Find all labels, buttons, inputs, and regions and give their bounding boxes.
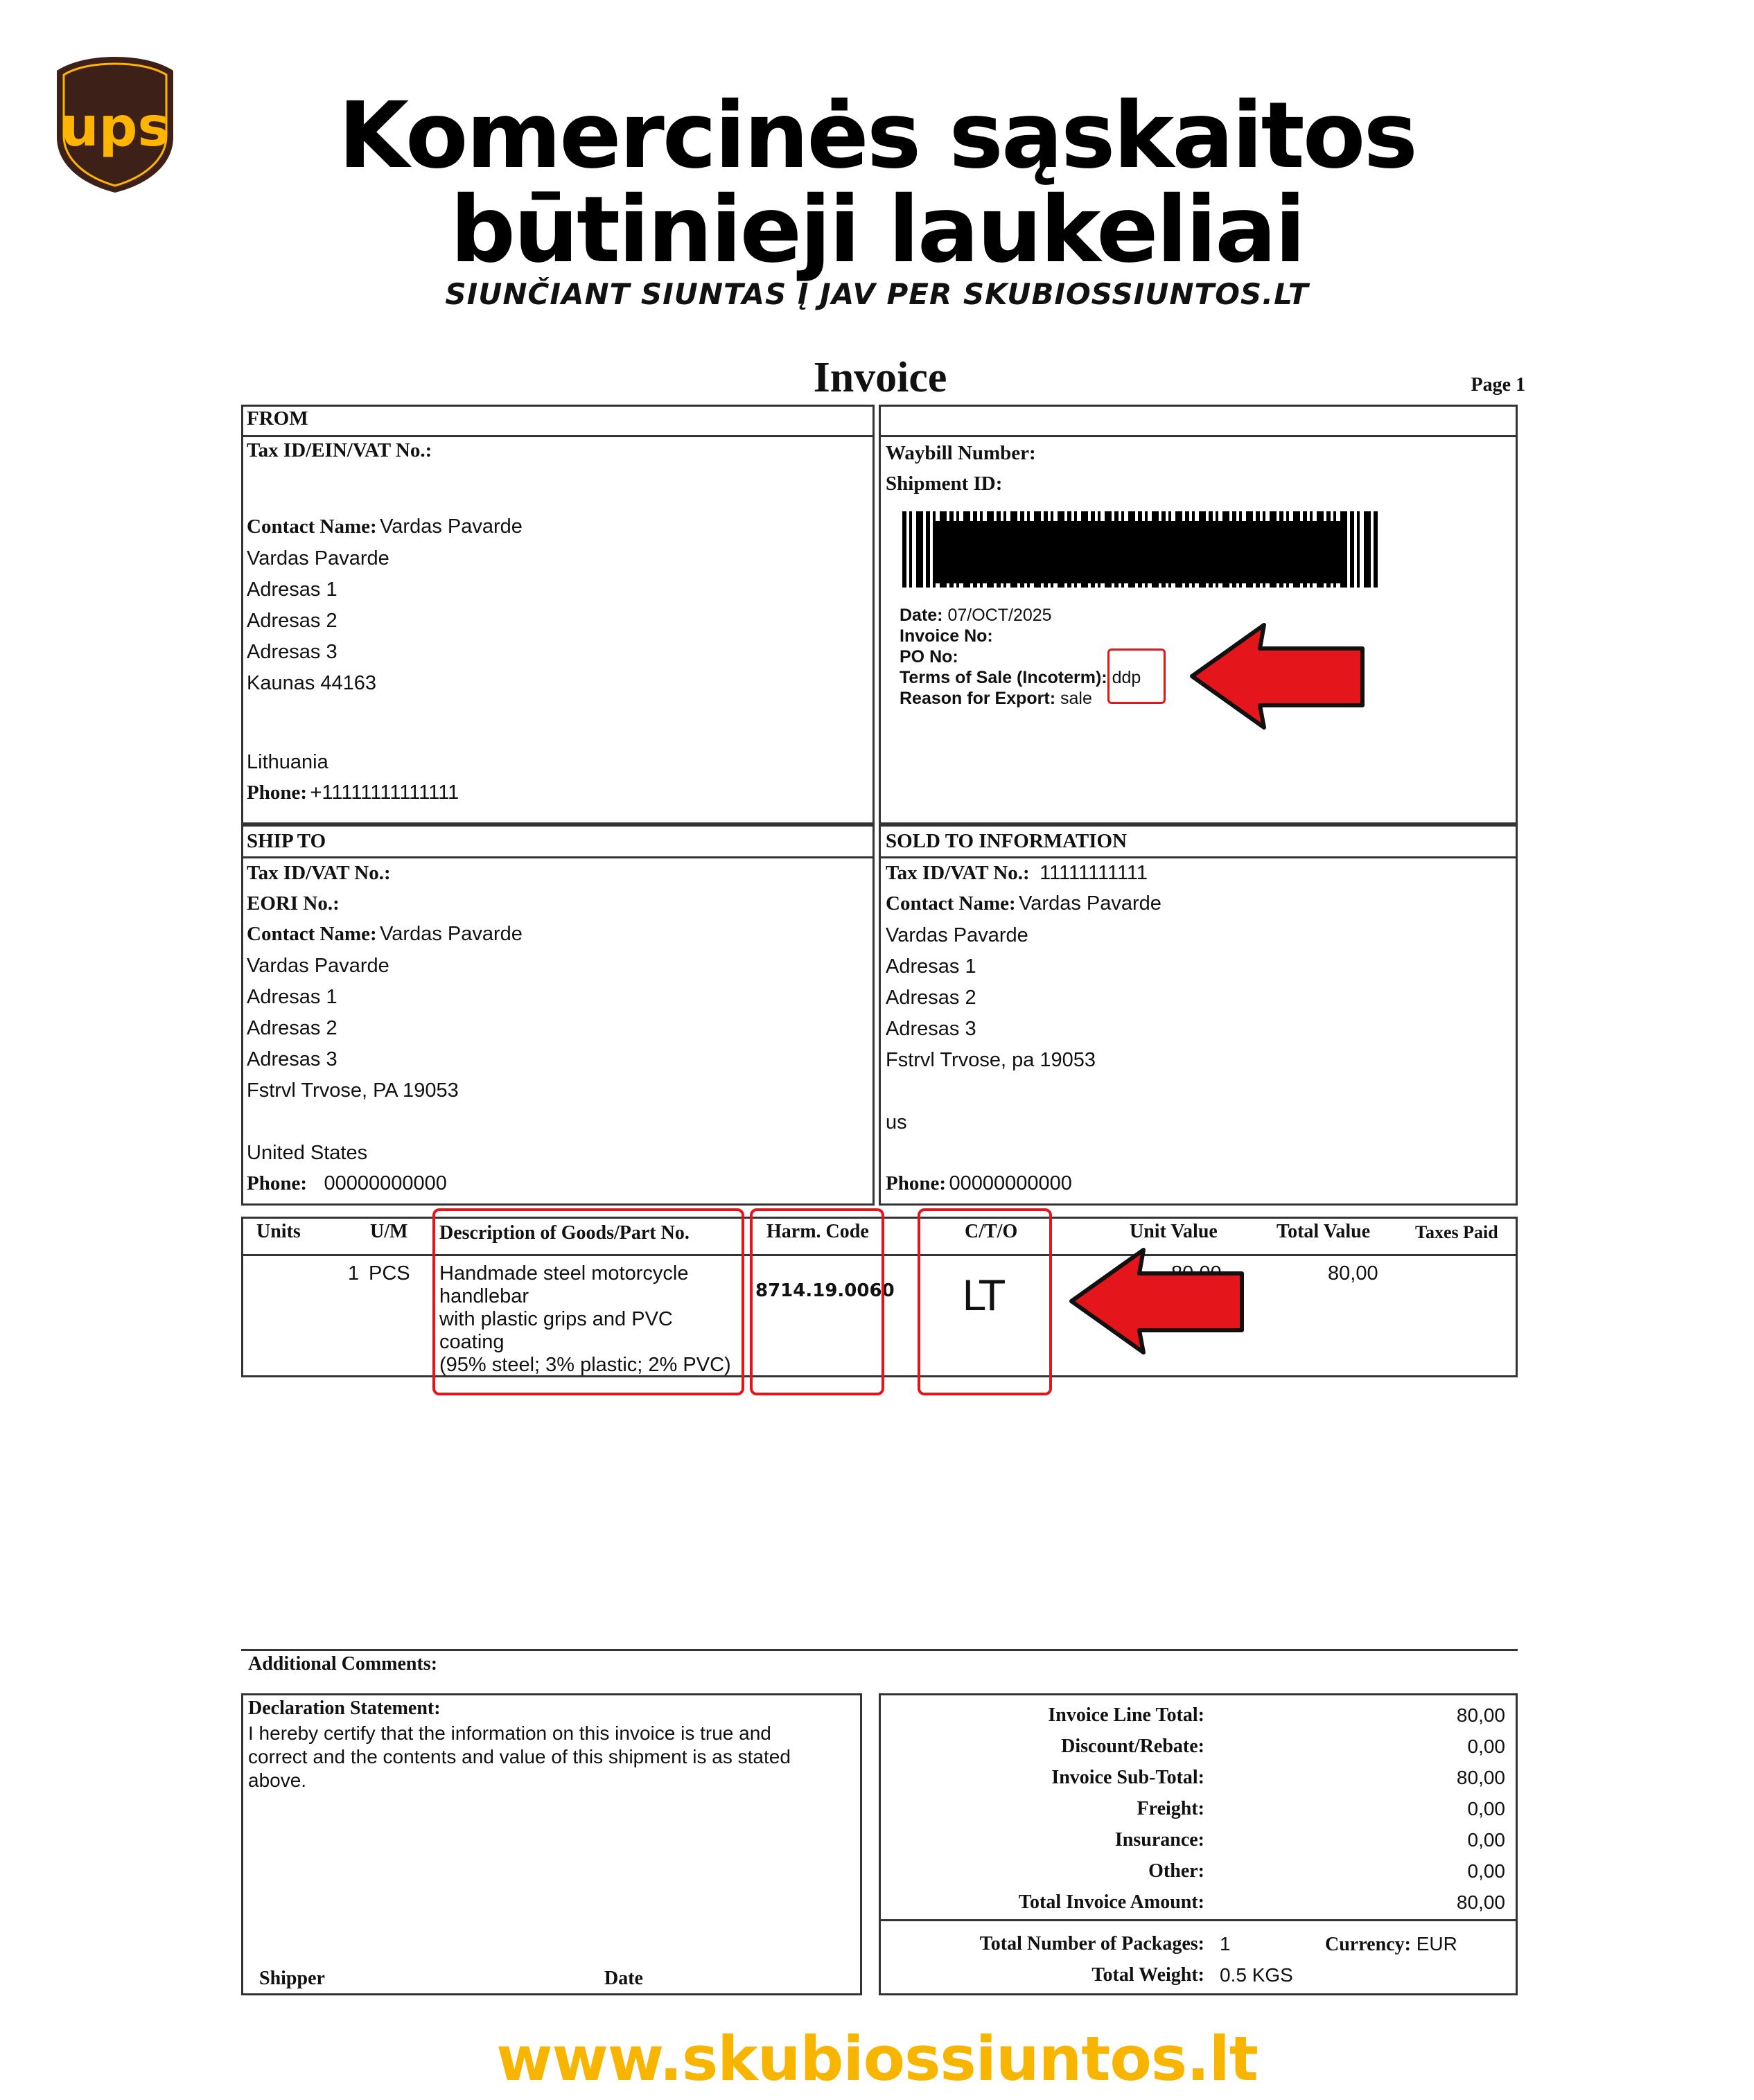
totals-label: Insurance:: [1114, 1829, 1204, 1851]
ship-to-contact: [247, 923, 523, 946]
from-line: Adresas 1: [247, 579, 337, 601]
ship-to-line: Fstrvl Trvose, PA 19053: [247, 1079, 459, 1102]
totals-label: Invoice Sub-Total:: [1051, 1767, 1204, 1788]
col-total-value: Total Value: [1277, 1221, 1371, 1242]
sold-to-phone: [886, 1172, 1072, 1195]
from-contact: [247, 515, 523, 538]
from-phone: [247, 782, 459, 804]
sold-to-contact-name: Vardas Pavarde: [1019, 892, 1161, 915]
packages-value: 1: [1220, 1933, 1231, 1955]
col-harm-code: Harm. Code: [766, 1221, 869, 1242]
harm-code-highlight-box: [750, 1208, 884, 1395]
totals-label: Freight:: [1137, 1798, 1204, 1819]
terms-label: Terms of Sale (Incoterm):: [900, 668, 1107, 687]
description-highlight-box: [432, 1208, 744, 1395]
declaration-text-line: I hereby certify that the information on this invoice is true and: [248, 1722, 771, 1744]
additional-comments-label: Additional Comments:: [248, 1653, 438, 1675]
declaration-text-line: above.: [248, 1770, 307, 1791]
date-label: Date:: [900, 606, 943, 625]
sold-to-heading: SOLD TO INFORMATION: [886, 830, 1128, 852]
terms-of-sale: [900, 668, 1141, 688]
shipment-date: [900, 606, 1052, 626]
sold-to-contact: [886, 892, 1161, 915]
row-total-value: 80,00: [1328, 1262, 1378, 1285]
page-title-line2: būtinieji laukeliai: [450, 177, 1304, 283]
weight-label: Total Weight:: [1091, 1964, 1204, 1986]
sold-to-country: us: [886, 1111, 907, 1133]
totals-value: 80,00: [1456, 1767, 1505, 1788]
from-tax-label: Tax ID/EIN/VAT No.:: [247, 439, 432, 461]
row-units: 1: [348, 1262, 360, 1285]
ship-to-heading: SHIP TO: [247, 830, 326, 852]
row-desc-line: with plastic grips and PVC: [439, 1308, 673, 1330]
terms-highlight-box: [1107, 648, 1166, 704]
row-desc-line: Handmade steel motorcycle: [439, 1262, 689, 1285]
sold-to-line: Adresas 1: [886, 955, 976, 978]
row-cto: LT: [962, 1272, 1005, 1321]
from-line: Adresas 2: [247, 610, 337, 632]
declaration-date-label: Date: [604, 1968, 643, 1989]
totals-value: 80,00: [1456, 1704, 1505, 1726]
row-um: PCS: [369, 1262, 410, 1285]
ship-to-phone-value: 00000000000: [324, 1172, 447, 1194]
shipper-label: Shipper: [259, 1968, 325, 1989]
totals-value: 0,00: [1467, 1736, 1505, 1757]
reason-value: sale: [1060, 689, 1092, 708]
sold-to-phone-label: Phone:: [886, 1172, 946, 1194]
arrow-left-icon: [1067, 1246, 1247, 1357]
ship-to-contact-name: Vardas Pavarde: [380, 923, 523, 945]
ship-to-contact-label: Contact Name:: [247, 923, 377, 945]
from-line: Vardas Pavarde: [247, 547, 389, 570]
ship-to-line: Adresas 1: [247, 986, 337, 1008]
totals-value: 80,00: [1456, 1891, 1505, 1913]
ship-to-phone-label: Phone:: [247, 1172, 307, 1194]
totals-label: Discount/Rebate:: [1061, 1736, 1204, 1757]
arrow-left-icon: [1188, 621, 1368, 732]
ship-to-line: Vardas Pavarde: [247, 955, 389, 977]
ship-to-country: United States: [247, 1142, 368, 1164]
totals-label: Total Invoice Amount:: [1018, 1891, 1204, 1913]
packages-label: Total Number of Packages:: [979, 1933, 1204, 1955]
ship-to-tax-label: Tax ID/VAT No.:: [247, 862, 391, 884]
ups-logo-text: ups: [60, 96, 170, 159]
ship-to-line: Adresas 3: [247, 1048, 337, 1070]
shipment-id-label: Shipment ID:: [886, 473, 1003, 495]
invoice-title: Invoice: [813, 354, 947, 401]
row-harm-code: 8714.19.0060: [755, 1280, 895, 1301]
col-cto: C/T/O: [965, 1221, 1018, 1242]
cto-highlight-box: [918, 1208, 1052, 1395]
sold-to-line: Fstrvl Trvose, pa 19053: [886, 1049, 1096, 1071]
from-line: Adresas 3: [247, 641, 337, 663]
ship-to-phone: [247, 1172, 447, 1195]
from-phone-label: Phone:: [247, 782, 307, 804]
terms-value: ddp: [1112, 668, 1141, 687]
row-desc-line: (95% steel; 3% plastic; 2% PVC): [439, 1354, 731, 1376]
page-subtitle: SIUNČIANT SIUNTAS Į JAV PER SKUBIOSSIUNTOS.LT: [445, 277, 1309, 311]
from-heading: FROM: [247, 407, 308, 430]
po-no-label: PO No:: [900, 647, 958, 667]
totals-label: Other:: [1148, 1860, 1204, 1882]
col-um: U/M: [370, 1221, 408, 1242]
from-contact-label: Contact Name:: [247, 515, 377, 538]
totals-value: 0,00: [1467, 1829, 1505, 1851]
sold-to-line: Vardas Pavarde: [886, 924, 1028, 946]
declaration-heading: Declaration Statement:: [248, 1697, 441, 1719]
currency-label: Currency:: [1325, 1934, 1411, 1955]
totals-value: 0,00: [1467, 1798, 1505, 1819]
from-contact-name: Vardas Pavarde: [380, 515, 523, 538]
sold-to-phone-value: 00000000000: [949, 1172, 1072, 1194]
row-desc-line: coating: [439, 1331, 505, 1353]
invoice-no: [900, 626, 993, 646]
row-desc-line: handlebar: [439, 1285, 529, 1307]
reason-label: Reason for Export:: [900, 689, 1056, 708]
sold-to-tax-value: 11111111111: [1040, 862, 1148, 884]
col-description: Description of Goods/Part No.: [439, 1222, 690, 1244]
sold-to-line: Adresas 2: [886, 987, 976, 1009]
sold-to-tax-label: Tax ID/VAT No.:: [886, 862, 1030, 884]
ship-to-line: Adresas 2: [247, 1017, 337, 1039]
waybill-label: Waybill Number:: [886, 442, 1036, 464]
sold-to-line: Adresas 3: [886, 1018, 976, 1040]
ship-to-eori-label: EORI No.:: [247, 892, 340, 915]
declaration-text-line: correct and the contents and value of this shipment is as stated: [248, 1746, 791, 1767]
col-units: Units: [256, 1221, 301, 1242]
currency: [1325, 1933, 1457, 1956]
date-value: 07/OCT/2025: [947, 606, 1052, 625]
currency-value: EUR: [1416, 1933, 1457, 1955]
from-country: Lithuania: [247, 751, 328, 773]
reason-for-export: [900, 689, 1092, 709]
totals-value: 0,00: [1467, 1860, 1505, 1882]
totals-label: Invoice Line Total:: [1048, 1704, 1204, 1726]
sold-to-contact-label: Contact Name:: [886, 892, 1016, 915]
col-taxes-paid: Taxes Paid: [1415, 1222, 1498, 1242]
invoice-no-label: Invoice No:: [900, 626, 993, 646]
from-line: Kaunas 44163: [247, 672, 377, 694]
from-phone-value: +11111111111111: [310, 782, 459, 804]
page-number: Page 1: [1471, 374, 1525, 396]
po-no: [900, 647, 958, 667]
weight-value: 0.5 KGS: [1220, 1964, 1293, 1986]
col-unit-value: Unit Value: [1130, 1221, 1218, 1242]
page-title-line1: Komercinės sąskaitos: [337, 82, 1416, 189]
barcode-redaction: [936, 521, 1344, 583]
footer-website-link[interactable]: www.skubiossiuntos.lt: [496, 2023, 1258, 2094]
sold-to-tax: [886, 862, 1148, 885]
